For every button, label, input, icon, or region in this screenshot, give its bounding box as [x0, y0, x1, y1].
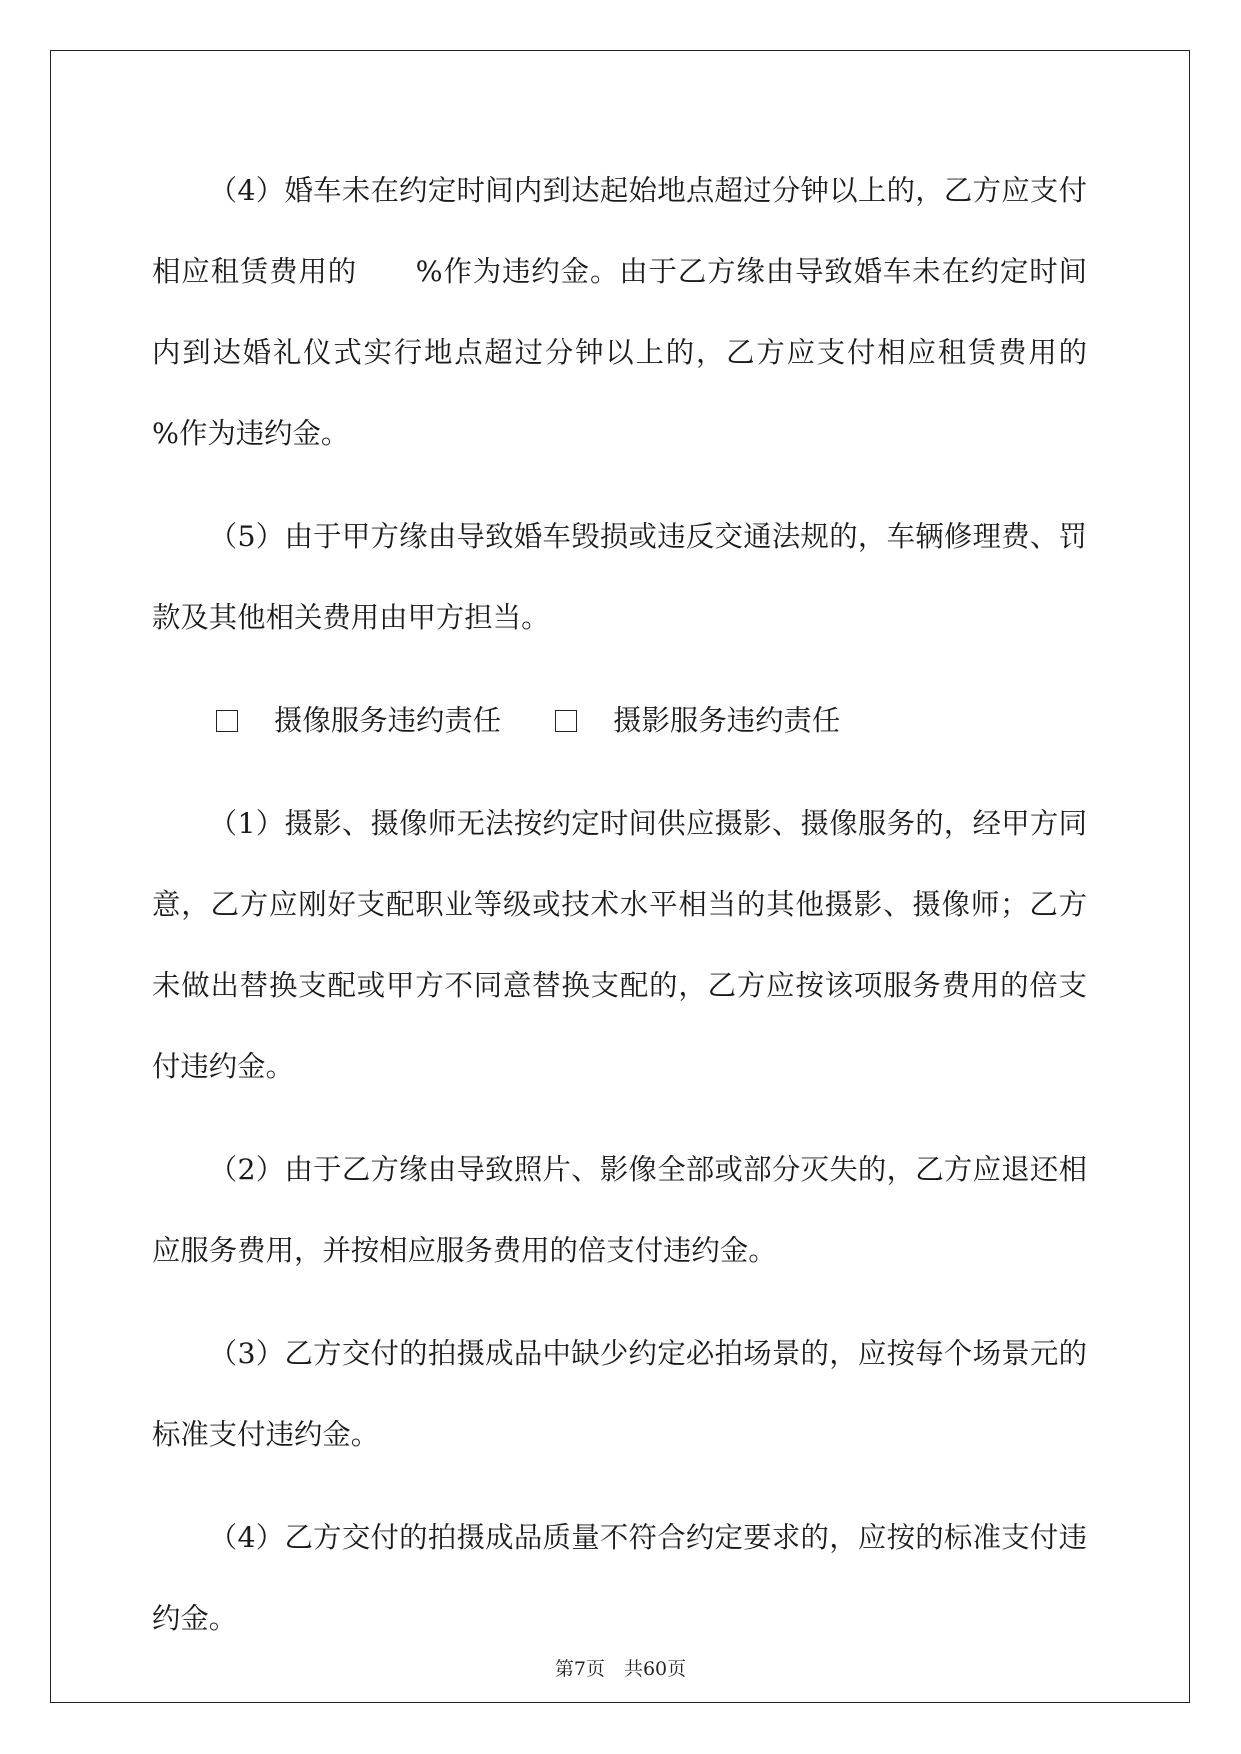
document-body: [152, 150, 1144, 1681]
checkbox-line: [152, 680, 1087, 761]
checkbox-video-label: 摄像服务违约责任: [274, 704, 502, 737]
page-number: 第7页 共60页: [554, 1658, 687, 1680]
checkbox-photo-service[interactable]: [555, 710, 577, 732]
paragraph-missing-scenes: （3）乙方交付的拍摄成品中缺少约定必拍场景的，应按每个场景元的标准支付违约金。: [152, 1337, 1087, 1451]
checkbox-photo-label: 摄影服务违约责任: [613, 704, 841, 737]
paragraph-media-loss: （2）由于乙方缘由导致照片、影像全部或部分灭失的，乙方应退还相应服务费用，并按相应服务费用的倍支付违约金。: [152, 1153, 1087, 1267]
paragraph-quality: （4）乙方交付的拍摄成品质量不符合约定要求的，应按的标准支付违约金。: [152, 1521, 1087, 1635]
paragraph-photographer-unavailable: （1）摄影、摄像师无法按约定时间供应摄影、摄像服务的，经甲方同意，乙方应刚好支配职业等级或技术水平相当的其他摄影、摄像师；乙方未做出替换支配或甲方不同意替换支配的，乙方应按该项服务费用的倍支付违约金。: [152, 807, 1087, 1083]
checkbox-video-service[interactable]: [216, 710, 238, 732]
paragraph-wedding-car-delay: （4）婚车未在约定时间内到达起始地点超过分钟以上的，乙方应支付相应租赁费用的 %作为违约金。由于乙方缘由导致婚车未在约定时间内到达婚礼仪式实行地点超过分钟以上的，乙方应支付相应租赁费用的 %作为违约金。: [152, 174, 1144, 450]
paragraph-car-damage: （5）由于甲方缘由导致婚车毁损或违反交通法规的，车辆修理费、罚款及其他相关费用由甲方担当。: [152, 520, 1087, 634]
